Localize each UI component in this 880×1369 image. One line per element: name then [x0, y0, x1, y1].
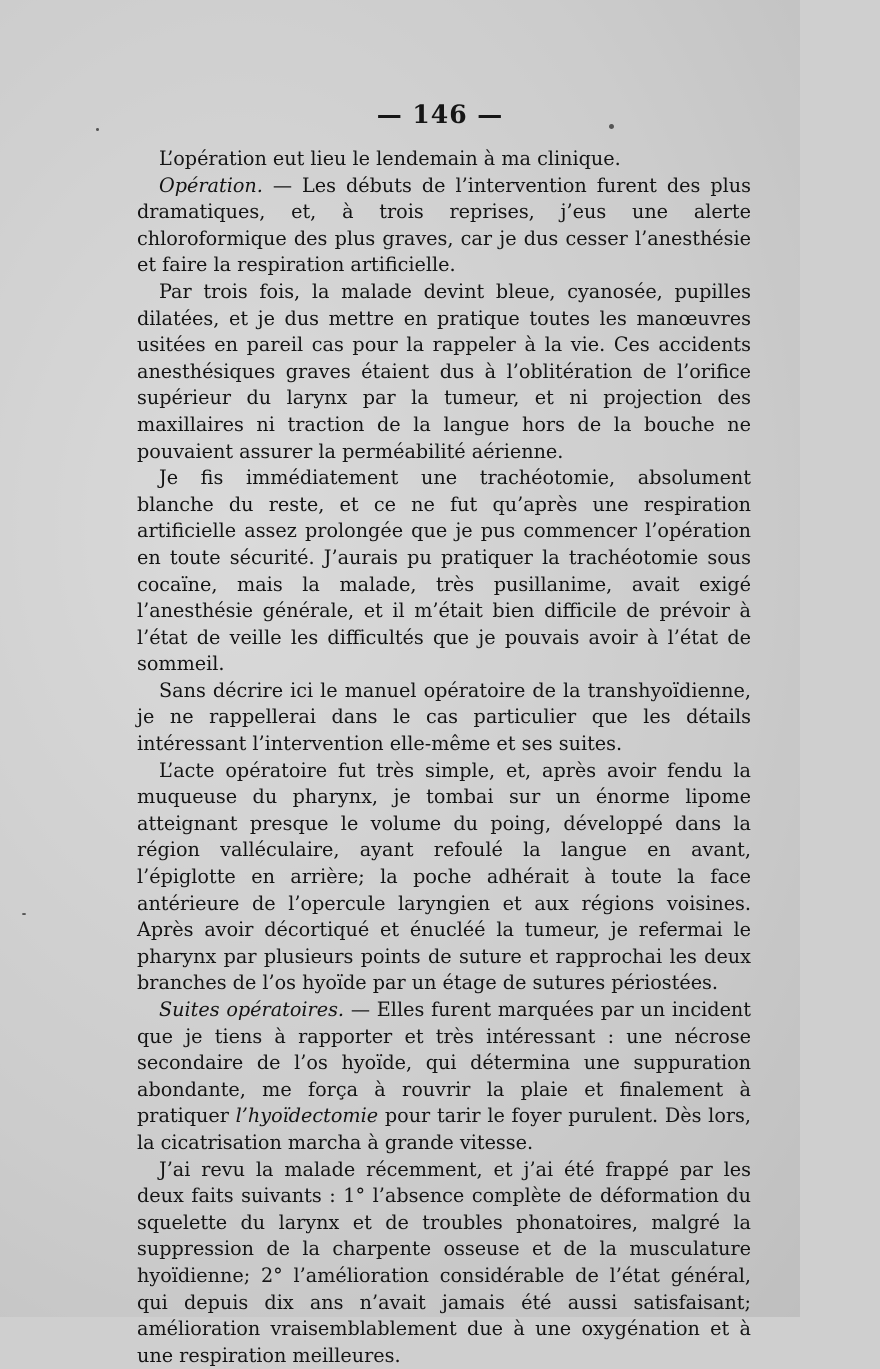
paragraph — [137, 1157, 751, 1369]
paragraph-text: Par trois fois, la malade devint bleue, cyanosée, pupilles dilatées, et je dus mettre en pratique toutes les manœuvres usitées en pareil cas pour la rappeler à la vie. Ces accidents anesthésiques graves étaient dus à l’oblitération de l’orifice supérieur du larynx par la tumeur, et ni projection des maxillaires ni traction de la langue hors de la bouche ne pouvaient assurer la perméabilité aérienne. — [137, 279, 751, 463]
paragraph — [137, 465, 751, 678]
body-text — [137, 146, 751, 1369]
print-speck — [22, 913, 26, 915]
section-heading-suites: Suites opératoires. — [159, 998, 345, 1021]
page-number: — 146 — — [376, 100, 504, 129]
paragraph — [137, 279, 751, 465]
paragraph — [137, 997, 751, 1157]
italic-term: l’hyoïdectomie — [235, 1104, 379, 1128]
paragraph — [137, 758, 751, 997]
paragraph-text: — Elles furent marquées par un incident que je tiens à rapporter et très intéressant : une nécrose secondaire de l’os hyoïde, qui détermina une suppuration abondante, me força à rouvrir la plaie et finalement à pratiquer — [137, 998, 751, 1128]
paragraph-text: L’acte opératoire fut très simple, et, après avoir fendu la muqueuse du pharynx, je tombai sur un énorme lipome atteignant presque le volume du poing, développé dans la région valléculaire, ayant refoulé la langue en avant, l’épiglotte en arrière; la poche adhérait à toute la face antérieure de l’opercule laryngien et aux régions voisines. Après avoir décortiqué et énucléé la tumeur, je refermai le pharynx par plusieurs points de suture et rapprochai les deux branches de l’os hyoïde par un étage de sutures périostées. — [137, 758, 751, 995]
paragraph-text: pour tarir le foyer purulent. Dès lors, la cicatrisation marcha à grande vitesse. — [137, 1104, 751, 1154]
section-heading-operation: Opération. — [159, 173, 263, 197]
paragraph-text: Je fis immédiatement une trachéotomie, absolument blanche du reste, et ce ne fut qu’après une respiration artificielle assez prolongée que je pus commencer l’opération en toute sécurité. J’aurais pu pratiquer la trachéotomie sous cocaïne, mais la malade, très pusillanime, avait exigé l’anesthésie générale, et il m’était bien difficile de prévoir à l’état de veille les difficultés que je pouvais avoir à l’état de sommeil. — [137, 466, 751, 676]
paragraph — [137, 173, 751, 279]
paragraph-text: J’ai revu la malade récemment, et j’ai été frappé par les deux faits suivants : 1° l’absence complète de déformation du squelette du larynx et de troubles phonatoires, malgré la suppression de la charpente osseuse et de la musculature hyoïdienne; 2° l’amélioration considérable de l’état général, qui depuis dix ans n’avait jamais été aussi satisfaisant; amélioration vraisemblablement due à une oxygénation et à une respiration meilleures. — [137, 1157, 751, 1367]
paragraph — [137, 146, 751, 173]
paragraph-text: — Les débuts de l’intervention furent des plus dramatiques, et, à trois reprises, j’eus une alerte chloroformique des plus graves, car je dus cesser l’anesthésie et faire la respiration artificielle. — [137, 173, 751, 277]
paragraph-text: Sans décrire ici le manuel opératoire de la transhyoïdienne, je ne rappellerai dans le cas particulier que les détails intéressant l’intervention elle-même et ses suites. — [137, 678, 751, 756]
paragraph — [137, 678, 751, 758]
paragraph-text: L’opération eut lieu le lendemain à ma clinique. — [159, 147, 621, 170]
